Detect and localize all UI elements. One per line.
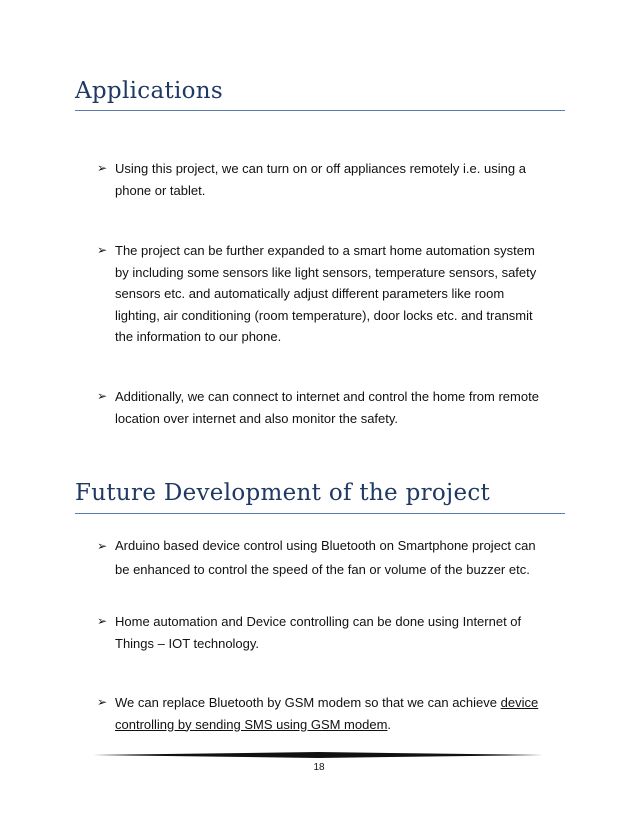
arrow-bullet-icon: ➢ xyxy=(97,539,108,553)
section-heading-applications: Applications xyxy=(75,78,224,104)
bullet-text: Home automation and Device controlling can be done using Internet of Things – IOT technology. xyxy=(115,614,522,651)
arrow-bullet-icon: ➢ xyxy=(97,161,108,175)
bullet-item xyxy=(97,534,552,582)
bullet-text xyxy=(97,692,552,735)
bullet-text: Using this project, we can turn on or off appliances remotely i.e. using a phone or tablet. xyxy=(115,161,526,198)
bullet-text: Arduino based device control using Bluetooth on Smartphone project can be enhanced to control the speed of the fan or volume of the buzzer etc. xyxy=(115,538,536,577)
arrow-bullet-icon: ➢ xyxy=(97,695,108,709)
arrow-bullet-icon: ➢ xyxy=(97,389,108,403)
section-heading-future-development: Future Development of the project xyxy=(75,480,491,506)
bullet-item xyxy=(97,158,552,201)
device-controlling-link[interactable]: device controlling by sending SMS using GSM modem xyxy=(115,695,539,732)
arrow-bullet-icon: ➢ xyxy=(97,614,108,628)
footer-divider xyxy=(93,751,543,759)
footer-divider-shape xyxy=(93,752,543,758)
bullet-text-after: . xyxy=(387,716,392,732)
bullet-text: The project can be further expanded to a smart home automation system by including some sensors like light sensors, temperature sensors, safety sensors etc. and automatically adjust different parameters like room lighting, air conditioning (room temperature), door locks etc. and transmit the information to our phone. xyxy=(115,243,537,344)
bullet-text: Additionally, we can connect to internet and control the home from remote location over internet and also monitor the safety. xyxy=(115,389,539,426)
heading-rule xyxy=(75,513,565,514)
heading-rule xyxy=(75,110,565,111)
arrow-bullet-icon: ➢ xyxy=(97,243,108,257)
bullet-text-before: We can replace Bluetooth by GSM modem so that we can achieve xyxy=(115,695,501,710)
bullet-item xyxy=(97,692,552,735)
bullet-item xyxy=(97,240,552,348)
bullet-item xyxy=(97,611,552,654)
bullet-item xyxy=(97,386,552,429)
page-number: 18 xyxy=(313,762,325,773)
